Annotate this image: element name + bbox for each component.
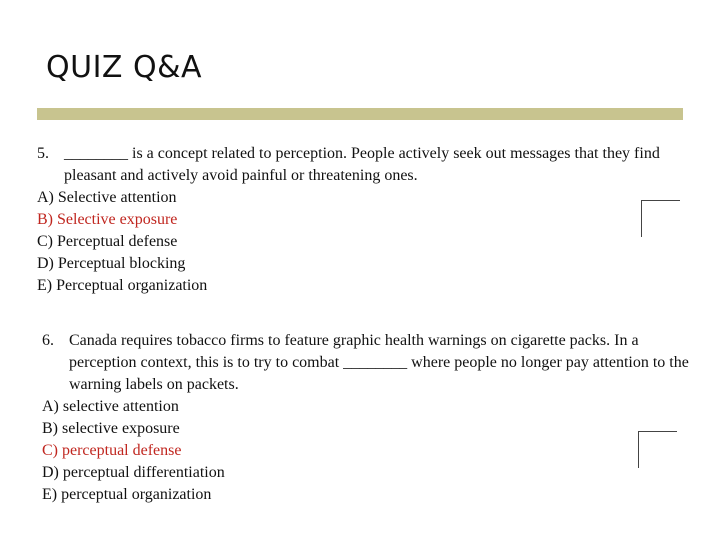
question-6	[42, 330, 692, 506]
answer-option-a: A) selective attention	[42, 398, 179, 415]
question-number: 6.	[42, 332, 54, 349]
answer-option-a: A) Selective attention	[37, 189, 177, 206]
answer-option-c-correct: C) perceptual defense	[42, 442, 182, 459]
corner-bracket-decoration	[638, 431, 677, 468]
answer-option-e: E) Perceptual organization	[37, 277, 208, 294]
corner-bracket-decoration	[641, 200, 680, 237]
answer-option-e: E) perceptual organization	[42, 486, 212, 503]
title-accent-bar	[37, 108, 683, 120]
question-stem	[37, 143, 687, 187]
question-text: Canada requires tobacco firms to feature graphic health warnings on cigarette packs. In a perception context, this is to try to combat ________ where people no longer pay attention to the warning labels on packets.	[69, 332, 689, 393]
slide-title: QUIZ Q&A	[46, 50, 203, 85]
question-text: ________ is a concept related to perception. People actively seek out messages that they find pleasant and actively avoid painful or threatening ones.	[64, 145, 660, 184]
question-5	[37, 143, 687, 297]
answer-option-b: B) selective exposure	[42, 420, 180, 437]
answer-option-d: D) perceptual differentiation	[42, 464, 225, 481]
answer-option-b-correct: B) Selective exposure	[37, 211, 178, 228]
answer-option-d: D) Perceptual blocking	[37, 255, 186, 272]
question-stem	[42, 330, 692, 396]
answer-option-c: C) Perceptual defense	[37, 233, 178, 250]
question-number: 5.	[37, 145, 49, 162]
